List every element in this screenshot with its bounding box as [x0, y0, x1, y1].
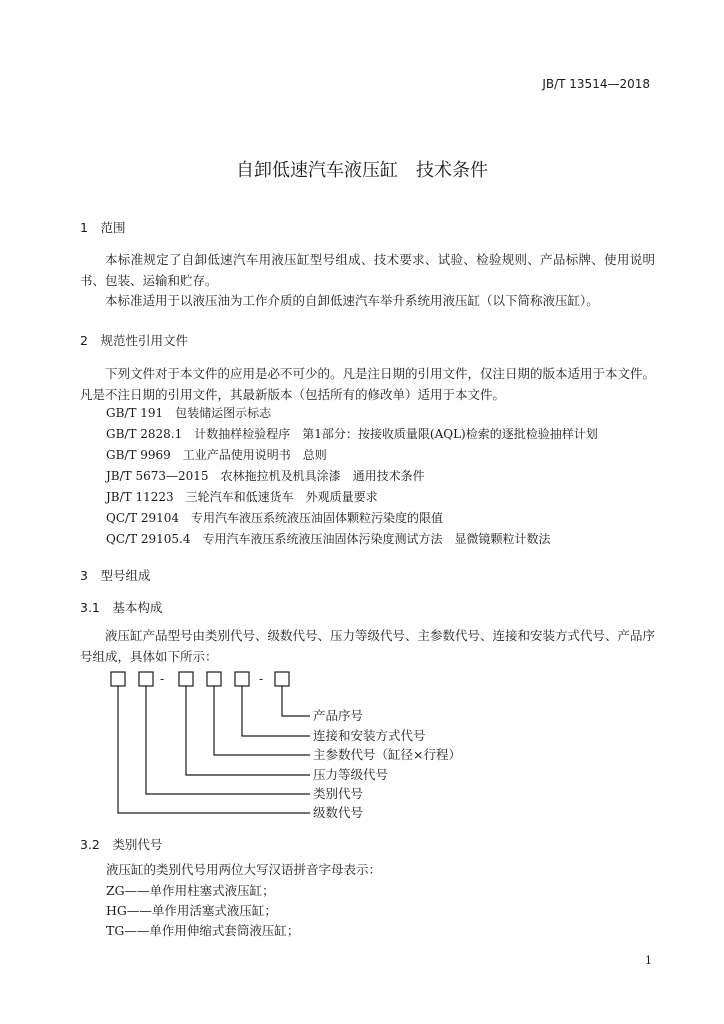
label-grade: 级数代号	[313, 805, 364, 820]
label-category: 类别代号	[313, 786, 364, 801]
label-mounting: 连接和安装方式代号	[313, 728, 426, 743]
label-serial: 产品序号	[313, 708, 364, 723]
standard-number: JB/T 13514—2018	[542, 77, 650, 91]
page-number: 1	[645, 954, 652, 967]
leader-line-category	[146, 686, 310, 794]
section-3-2-heading: 3.2 类别代号	[80, 837, 163, 852]
model-code-diagram	[100, 664, 480, 824]
reference-item: QC/T 29105.4 专用汽车液压系统液压油固体污染度测试方法 显微镜颗粒计数法	[106, 532, 551, 546]
code-box-serial	[275, 672, 289, 686]
code-box-mounting	[235, 672, 249, 686]
label-pressure: 压力等级代号	[313, 767, 389, 782]
reference-item: GB/T 191 包装储运图示标志	[106, 406, 272, 420]
reference-item: JB/T 5673—2015 农林拖拉机及机具涂漆 通用技术条件	[106, 469, 425, 483]
reference-item: GB/T 9969 工业产品使用说明书 总则	[106, 448, 327, 462]
reference-item: GB/T 2828.1 计数抽样检验程序 第1部分：按接收质量限(AQL)检索的逐批检验抽样计划	[106, 427, 598, 441]
leader-line-mounting	[242, 686, 310, 736]
section-3-1-heading: 3.1 基本构成	[80, 600, 163, 615]
section-2-heading: 2 规范性引用文件	[80, 333, 188, 348]
section-3-2-text: 液压缸的类别代号用两位大写汉语拼音字母表示：	[106, 862, 382, 877]
category-code-item: ZG——单作用柱塞式液压缸；	[106, 883, 275, 898]
code-box-category	[139, 672, 153, 686]
code-box-pressure	[179, 672, 193, 686]
category-code-item: HG——单作用活塞式液压缸；	[106, 903, 277, 918]
label-main-param: 主参数代号（缸径×行程）	[313, 747, 461, 762]
document-title: 自卸低速汽车液压缸 技术条件	[236, 160, 488, 181]
leader-line-serial	[282, 686, 310, 716]
section-1-paragraph-2: 本标准适用于以液压油为工作介质的自卸低速汽车举升系统用液压缸（以下简称液压缸）。	[105, 293, 599, 308]
section-2-intro: 下列文件对于本文件的应用是必不可少的。凡是注日期的引用文件，仅注日期的版本适用于本文件。凡是不注日期的引用文件，其最新版本（包括所有的修改单）适用于本文件。	[80, 366, 656, 402]
category-code-item: TG——单作用伸缩式套筒液压缸；	[106, 923, 300, 938]
section-1-paragraph-1: 本标准规定了自卸低速汽车用液压缸型号组成、技术要求、试验、检验规则、产品标牌、使用说明书、包装、运输和贮存。	[80, 252, 655, 288]
code-box-main-param	[207, 672, 221, 686]
code-dash: -	[259, 671, 264, 686]
leader-line-pressure	[186, 686, 310, 775]
section-3-heading: 3 型号组成	[80, 568, 151, 583]
code-box-grade	[111, 672, 125, 686]
section-3-1-text: 液压缸产品型号由类别代号、级数代号、压力等级代号、主参数代号、连接和安装方式代号、产品序号组成，具体如下所示：	[80, 628, 656, 664]
leader-line-main-param	[214, 686, 310, 755]
reference-item: QC/T 29104 专用汽车液压系统液压油固体颗粒污染度的限值	[106, 511, 444, 525]
code-dash: -	[160, 671, 165, 686]
reference-item: JB/T 11223 三轮汽车和低速货车 外观质量要求	[106, 490, 378, 504]
section-1-heading: 1 范围	[80, 220, 126, 235]
